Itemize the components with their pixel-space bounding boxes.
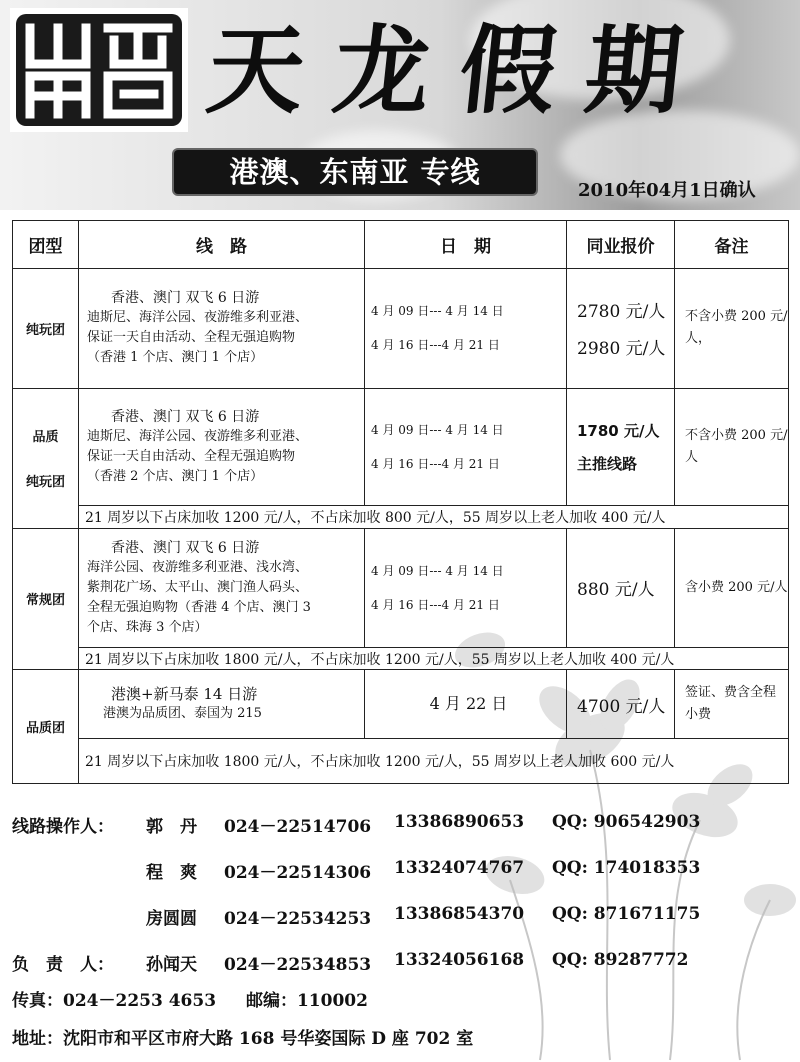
price-value: 2780 元/人 [577, 302, 666, 323]
contact-row [12, 858, 792, 904]
note-cell: 签证、费含全程小费 [675, 670, 789, 739]
table-row [13, 670, 789, 739]
date-cell [365, 388, 567, 506]
contact-qq: QQ: 906542903 [552, 812, 701, 832]
note-cell: 不含小费 200 元/人， [675, 269, 789, 389]
note-cell: 含小费 200 元/人 [675, 528, 789, 648]
contact-qq: QQ: 174018353 [552, 858, 701, 878]
seal-logo [10, 8, 188, 132]
contact-name: 孙闻天 [146, 955, 197, 975]
route-line: （香港 1 个店、澳门 1 个店） [87, 350, 264, 366]
price-table [12, 220, 789, 784]
price-cell [567, 670, 675, 739]
route-line: 保证一天自由活动、全程无强追购物 [87, 330, 296, 346]
date-cell [365, 670, 567, 739]
contact-phone: 024－22534853 [224, 955, 372, 975]
table-row [13, 739, 789, 784]
price-value: 1780 元/人 [577, 421, 660, 440]
contacts-section [12, 812, 792, 990]
surcharge-note: 21 周岁以下占床加收 1200 元/人，不占床加收 800 元/人，55 周岁以上老人加收 400 元/人 [79, 506, 789, 528]
route-title: 港澳+新马泰 14 日游 [111, 685, 258, 704]
contact-name: 程 爽 [146, 863, 197, 883]
date-range: 4 月 22 日 [429, 694, 508, 714]
header-banner [0, 0, 800, 210]
date-range: 4 月 09 日--- 4 月 14 日 [371, 422, 504, 437]
price-value: 2980 元/人 [577, 339, 666, 360]
operator-label: 线路操作人： [12, 817, 114, 837]
surcharge-note: 21 周岁以下占床加收 1800 元/人，不占床加收 1200 元/人，55 周岁以上老人加收 400 元/人 [79, 648, 789, 670]
date-range: 4 月 16 日---4 月 21 日 [371, 338, 500, 353]
date-cell [365, 269, 567, 389]
route-line: 紫荆花广场、太平山、澳门渔人码头、 [87, 579, 309, 595]
contact-qq: QQ: 89287772 [552, 950, 689, 970]
table-row [13, 269, 789, 389]
price-value: 4700 元/人 [577, 696, 666, 717]
route-title: 香港、澳门 双飞 6 日游 [111, 290, 260, 307]
price-cell [567, 269, 675, 389]
contact-name: 郭 丹 [146, 817, 197, 837]
price-value: 880 元/人 [577, 580, 655, 601]
route-line: 个店、珠海 3 个店） [87, 619, 208, 635]
contact-phone: 024－22514306 [224, 863, 372, 883]
route-line: （香港 2 个店、澳门 1 个店） [87, 468, 264, 484]
postcode: 邮编：110002 [245, 991, 368, 1011]
route-line: 迪斯尼、海洋公园、夜游维多利亚港、 [87, 428, 309, 444]
tour-type: 常规团 [13, 528, 79, 670]
confirm-date: 2010年04月1日确认 [578, 180, 756, 201]
table-row [13, 388, 789, 506]
fax-postcode-row [12, 986, 392, 1011]
date-range: 4 月 09 日--- 4 月 14 日 [371, 304, 504, 319]
route-title: 香港、澳门 双飞 6 日游 [111, 408, 260, 425]
route-cell [79, 388, 365, 506]
route-cell [79, 528, 365, 648]
contact-mobile: 13324074767 [394, 858, 525, 878]
tour-type-line: 品质 [32, 430, 59, 446]
tour-type [13, 388, 79, 528]
header-type: 团型 [13, 221, 79, 269]
contact-name: 房圆圆 [146, 909, 197, 929]
address: 地址：沈阳市和平区市府大路 168 号华姿国际 D 座 702 室 [12, 1029, 474, 1049]
tour-type: 纯玩团 [13, 269, 79, 389]
contact-qq: QQ: 871671175 [552, 904, 701, 924]
route-title: 香港、澳门 双飞 6 日游 [111, 539, 260, 556]
price-cell [567, 388, 675, 506]
route-cell [79, 269, 365, 389]
table-row [13, 648, 789, 670]
subtitle-banner: 港澳、东南亚 专线 [174, 150, 536, 194]
table-row [13, 528, 789, 648]
route-line: 港澳为品质团、泰国为 215 [103, 706, 262, 722]
route-line: 迪斯尼、海洋公园、夜游维多利亚港、 [87, 310, 309, 326]
header-route: 线 路 [79, 221, 365, 269]
fax-number: 传真：024－2253 4653 [12, 991, 217, 1011]
tour-type-line: 纯玩团 [25, 475, 65, 491]
contact-row [12, 950, 792, 990]
brand-title: 天龙假期 [202, 14, 718, 127]
date-range: 4 月 16 日---4 月 21 日 [371, 597, 500, 612]
header-date: 日 期 [365, 221, 567, 269]
date-cell [365, 528, 567, 648]
date-range: 4 月 09 日--- 4 月 14 日 [371, 563, 504, 578]
route-line: 保证一天自由活动、全程无强追购物 [87, 448, 296, 464]
contact-mobile: 13324056168 [394, 950, 525, 970]
contact-phone: 024－22514706 [224, 817, 372, 837]
contact-row [12, 812, 792, 858]
table-header-row [13, 221, 789, 269]
contact-mobile: 13386890653 [394, 812, 525, 832]
note-cell: 不含小费 200 元/人 [675, 388, 789, 506]
header-price: 同业报价 [567, 221, 675, 269]
route-cell [79, 670, 365, 739]
surcharge-note: 21 周岁以下占床加收 1800 元/人，不占床加收 1200 元/人，55 周岁以上老人加收 600 元/人 [79, 739, 789, 784]
route-line: 全程无强迫购物（香港 4 个店、澳门 3 [87, 599, 311, 615]
recommended-label: 主推线路 [577, 454, 638, 473]
price-cell [567, 528, 675, 648]
tour-type: 品质团 [13, 670, 79, 784]
contact-mobile: 13386854370 [394, 904, 525, 924]
table-row [13, 506, 789, 528]
manager-label: 负 责 人： [12, 955, 114, 975]
contact-row [12, 904, 792, 950]
header-note: 备注 [675, 221, 789, 269]
date-range: 4 月 16 日---4 月 21 日 [371, 456, 500, 471]
contact-phone: 024－22534253 [224, 909, 372, 929]
route-line: 海洋公园、夜游维多利亚港、浅水湾、 [87, 559, 309, 575]
